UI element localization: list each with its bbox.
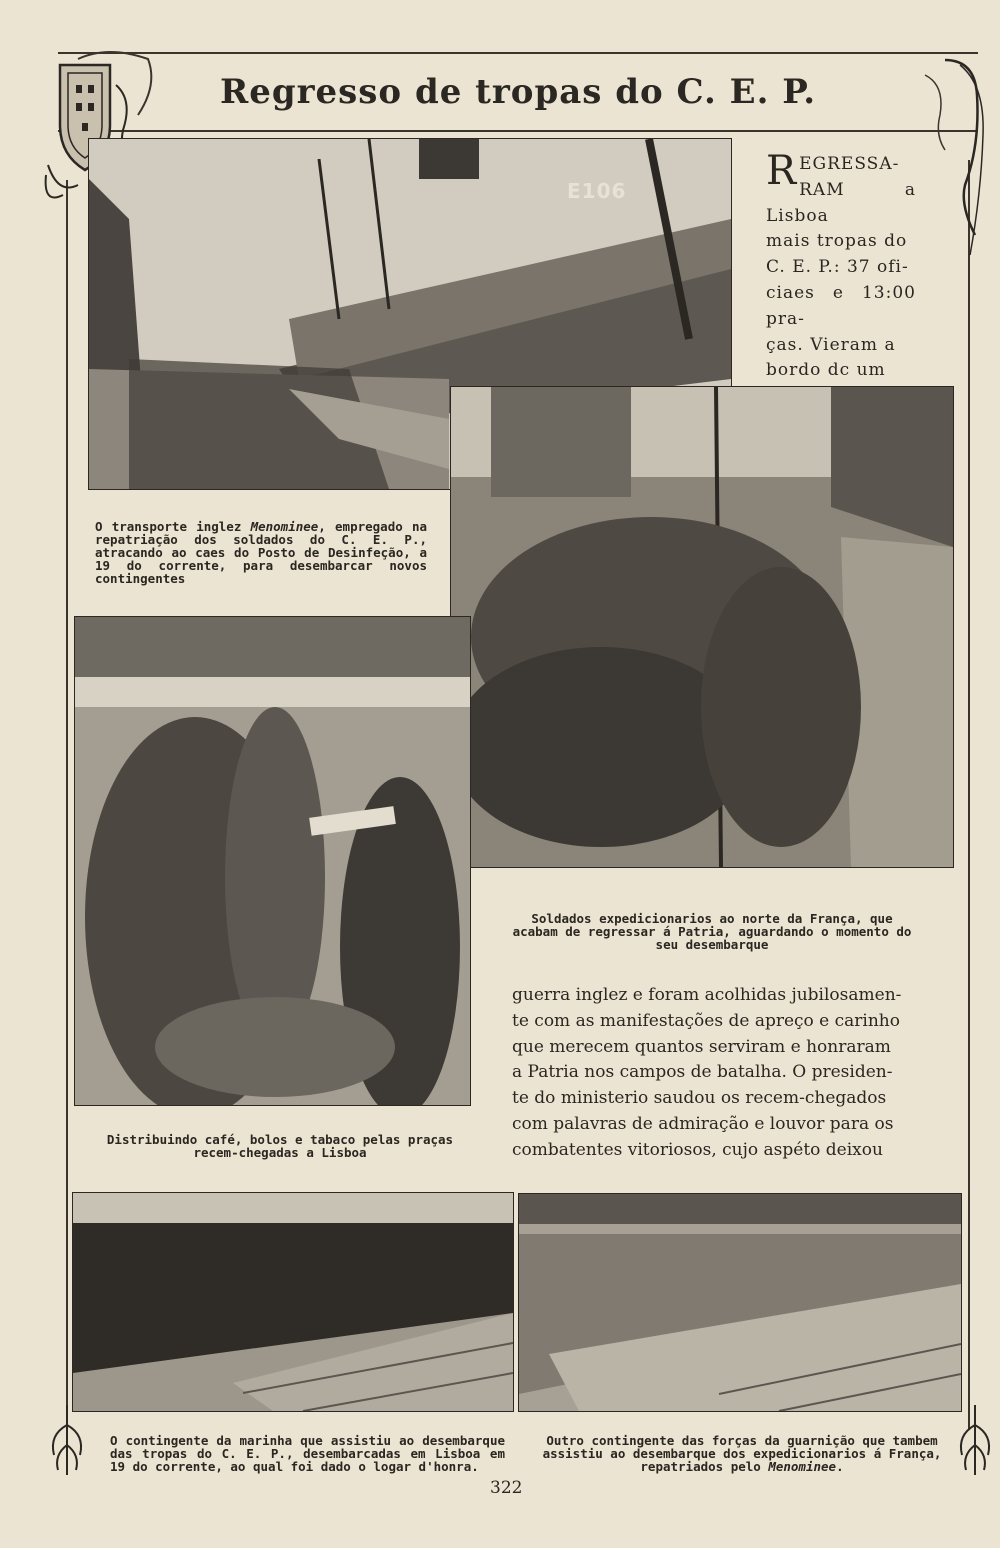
- navy-contingent-photo: [72, 1192, 514, 1412]
- text-line: a Patria nos campos de batalha. O presiden-: [512, 1062, 893, 1083]
- intro-line: RAM a Lisboa: [766, 179, 916, 226]
- page-number: 322: [490, 1478, 523, 1498]
- intro-dropcap: R: [766, 148, 798, 194]
- frame-left-border: [66, 180, 68, 1430]
- text-line: guerra inglez e foram acolhidas jubilosamen-: [512, 985, 902, 1005]
- frame-right-border: [968, 160, 970, 1430]
- ship-hull-number: E106: [567, 179, 627, 203]
- coffee-distribution-caption: Distribuindo café, bolos e tabaco pelas praças recem-chegadas a Lisboa: [106, 1132, 454, 1160]
- title-banner: [58, 52, 978, 132]
- intro-line: mais tropas do: [766, 231, 908, 252]
- continuation-paragraph: [512, 983, 918, 1164]
- intro-line: ças. Vieram a: [766, 334, 896, 355]
- page-title: Regresso de tropas do C. E. P.: [219, 72, 817, 112]
- text-line: com palavras de admiração e louvor para os: [512, 1113, 894, 1134]
- navy-contingent-caption: O contingente da marinha que assistiu ao desembarque das tropas do C. E. P., desembarcadas em Lisboa em 19 do corrente, ao qual foi dado o logar d'honra.: [110, 1433, 505, 1474]
- text-line: te com as manifestações de apreço e carinho: [512, 1010, 900, 1031]
- text-line: te do ministerio saudou os recem-chegados: [512, 1088, 887, 1109]
- text-line: combatentes vitoriosos, cujo aspéto deixou: [512, 1139, 883, 1160]
- ship-photo-caption: O transporte inglez Menominee, empregado na repatriação dos soldados do C. E. P., atracando ao caes do Posto de Desinfeção, a 19 do corrente, para desembarcar novos contingentes: [95, 519, 428, 586]
- intro-line: C. E. P.: 37 ofi-: [766, 257, 909, 278]
- garrison-contingent-photo: [518, 1193, 962, 1412]
- intro-line: ciaes e 13:00 pra-: [766, 282, 916, 329]
- leaf-ornament-right-icon: [952, 1405, 998, 1485]
- leaf-ornament-left-icon: [44, 1405, 90, 1485]
- garrison-contingent-caption: Outro contingente das forças da guarnição que tambem assistiu ao desembarque dos expedicionarios á França, repatriados pelo Menominee.: [542, 1433, 942, 1474]
- intro-line: EGRESSA-: [799, 154, 900, 174]
- soldiers-deck-photo: [450, 386, 954, 868]
- soldiers-deck-caption: Soldados expedicionarios ao norte da França, que acabam de regressar á Patria, aguardando o momento do seu desembarque: [512, 911, 912, 952]
- intro-line: bordo dc um: [766, 360, 886, 381]
- coffee-distribution-photo: [74, 616, 471, 1106]
- intro-paragraph: [766, 148, 916, 410]
- scroll-ornament-icon: [905, 55, 990, 265]
- text-line: que merecem quantos serviram e honraram: [512, 1036, 891, 1057]
